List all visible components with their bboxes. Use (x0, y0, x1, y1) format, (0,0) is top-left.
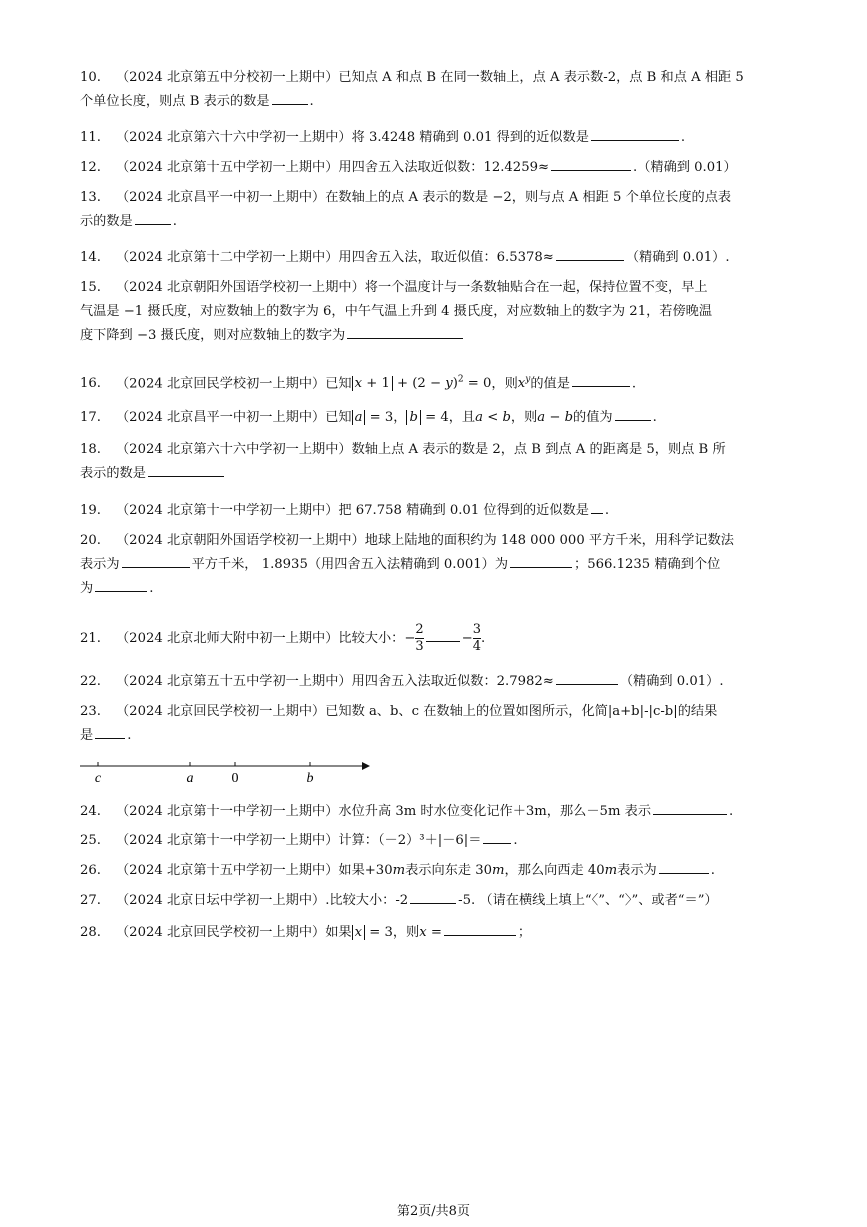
answer-blank[interactable] (591, 126, 679, 141)
question-text: -5. （请在横线上填上“〈”、“〉”、或者“＝”） (458, 893, 718, 908)
question-text: 表示的数是 (80, 466, 146, 481)
question-text: 的值是 (530, 376, 570, 392)
question-text: ，且 (448, 410, 476, 425)
question-text: （2024 北京朝阳外国语学校初一上期中）地球上陆地的面积约为 148 000 000 平方千米，用科学记数法 (116, 533, 734, 548)
question-28 (80, 921, 792, 945)
page-footer: 第2页/共8页 (397, 1204, 470, 1219)
question-text: （2024 北京第五中分校初一上期中）已知点 A 和点 B 在同一数轴上，点 A 表示数-2，点 B 和点 A 相距 5 (116, 70, 744, 85)
question-text: （2024 北京回民学校初一上期中）如果 (116, 925, 352, 940)
question-end: . (680, 130, 686, 145)
question-21 (80, 622, 792, 655)
question-end: . (729, 804, 734, 819)
question-text: （2024 北京第十一中学初一上期中）水位升高 3m 时水位变化记作＋3m，那么－5m 表示 (116, 804, 652, 819)
question-text: ；566.1235 精确到个位 (574, 557, 721, 572)
question-end: . (513, 833, 518, 848)
question-text: ，那么向西走 40 (504, 863, 605, 878)
question-text: （2024 北京第十一中学初一上期中）计算：（－2）³＋|－6|＝ (116, 833, 482, 848)
fraction-neg-three-quarters: − $\frac{3}{4}$ (461, 622, 482, 654)
label-zero: 0 (231, 771, 239, 786)
math-expression: a − b (537, 410, 574, 425)
answer-blank[interactable] (615, 406, 651, 421)
answer-blank[interactable] (556, 246, 624, 261)
question-text: （2024 北京第六十六中学初一上期中）数轴上点 A 表示的数是 2，点 B 到点 A 的距离是 5，则点 B 所 (116, 442, 726, 457)
answer-blank[interactable] (272, 90, 308, 105)
question-number: 16. (80, 376, 101, 392)
answer-blank[interactable] (410, 889, 456, 904)
question-number: 21. (80, 631, 101, 646)
answer-blank[interactable] (95, 577, 147, 592)
question-text: （2024 北京日坛中学初一上期中）.比较大小：-2 (116, 893, 409, 908)
question-number: 24. (80, 804, 101, 819)
question-20 (80, 529, 792, 601)
question-number: 11. (80, 130, 101, 145)
question-text: （2024 北京北师大附中初一上期中）比较大小： (116, 631, 405, 646)
question-12 (80, 156, 792, 180)
label-a: a (186, 771, 194, 786)
question-number: 10. (80, 70, 101, 85)
question-text: （2024 北京回民学校初一上期中）已知 (116, 376, 352, 392)
question-11 (80, 126, 792, 150)
question-number: 19. (80, 503, 101, 518)
fraction-neg-two-thirds: − $\frac{2}{3}$ (404, 622, 424, 654)
question-number: 13. (80, 190, 101, 205)
question-number: 12. (80, 160, 101, 175)
question-number: 23. (80, 704, 101, 719)
question-text: （2024 北京朝阳外国语学校初一上期中）将一个温度计与一条数轴贴合在一起，保持位置不变，早上 (116, 280, 708, 295)
question-end: . (127, 728, 132, 743)
question-text: 气温是 −1 摄氏度，对应数轴上的数字为 6，中午气温上升到 4 摄氏度，对应数轴上的数字为 21，若傍晚温 (80, 304, 713, 319)
question-end: （精确到 0.01）. (625, 250, 730, 265)
answer-blank[interactable] (572, 372, 630, 387)
answer-blank[interactable] (659, 859, 709, 874)
question-end: .（精确到 0.01） (633, 160, 737, 175)
math-expression: a < b (475, 410, 511, 425)
math-expression: $x^y$ (517, 375, 531, 392)
question-number: 22. (80, 674, 101, 689)
question-10 (80, 66, 792, 114)
label-c: c (94, 771, 102, 786)
question-text: （2024 北京第五十五中学初一上期中）用四舍五入法取近似数：2.7982≈ (116, 674, 554, 689)
question-number: 27. (80, 893, 101, 908)
answer-blank[interactable] (483, 829, 511, 844)
question-text: ，则 (491, 376, 518, 392)
question-text: （2024 北京昌平一中初一上期中）已知 (116, 410, 352, 425)
question-end: . (172, 214, 177, 229)
question-text: 为 (80, 581, 94, 596)
question-text: 是 (80, 728, 94, 743)
question-text: 示的数是 (80, 214, 133, 229)
question-13 (80, 186, 792, 234)
answer-blank[interactable] (591, 499, 603, 514)
question-number: 28. (80, 925, 101, 940)
question-end: . (481, 631, 486, 646)
answer-blank[interactable] (148, 462, 224, 477)
question-text: （2024 北京第十二中学初一上期中）用四舍五入法，取近似值：6.5378≈ (116, 250, 554, 265)
question-26: 26. （2024 北京第十五中学初一上期中）如果+30m表示向东走 30m，那么向西走 40m表示为 . (80, 859, 792, 883)
question-number: 14. (80, 250, 101, 265)
answer-blank[interactable] (122, 553, 190, 568)
question-text: 度下降到 −3 摄氏度，则对应数轴上的数字为 (80, 328, 346, 343)
question-text: 表示为 (80, 557, 120, 572)
question-22 (80, 670, 792, 694)
question-24 (80, 800, 792, 824)
question-25 (80, 829, 792, 853)
question-end: . (710, 863, 715, 878)
question-text: 的值为 (573, 410, 613, 425)
question-end: . (309, 94, 314, 109)
question-number: 18. (80, 442, 101, 457)
question-23 (80, 700, 792, 748)
question-end: . (149, 581, 154, 596)
question-number: 15. (80, 280, 101, 295)
answer-blank[interactable] (426, 627, 460, 642)
arrow-right-icon (362, 762, 370, 770)
question-15 (80, 276, 792, 348)
answer-blank[interactable] (347, 324, 463, 339)
question-text: （2024 北京第十五中学初一上期中）用四舍五入法取近似数：12.4259≈ (116, 160, 550, 175)
question-end: ； (517, 925, 532, 940)
question-text: （2024 北京第十五中学初一上期中）如果+30 (116, 863, 393, 878)
question-text: 平方千米， 1.8935（用四舍五入法精确到 0.001）为 (191, 557, 509, 572)
answer-blank[interactable] (510, 553, 572, 568)
question-17 (80, 406, 792, 430)
math-expression: x = (419, 925, 442, 940)
answer-blank[interactable] (551, 156, 631, 171)
answer-blank[interactable] (95, 724, 125, 739)
question-18 (80, 438, 792, 486)
answer-blank[interactable] (135, 210, 171, 225)
answer-blank[interactable] (444, 921, 516, 936)
question-number: 17. (80, 410, 101, 425)
question-number: 25. (80, 833, 101, 848)
math-expression: $x + 1 + (2 - y)^2 = 0$ (352, 376, 492, 391)
question-end: （精确到 0.01）. (619, 674, 724, 689)
answer-blank[interactable] (653, 800, 727, 815)
question-text: ，则 (510, 410, 538, 425)
number-line-figure (80, 758, 370, 788)
question-text: 个单位长度，则点 B 表示的数是 (80, 94, 270, 109)
question-text: （2024 北京回民学校初一上期中）已知数 a、b、c 在数轴上的位置如图所示，化简|a+b|-|c-b|的结果 (116, 704, 718, 719)
question-27 (80, 889, 792, 913)
question-end: . (604, 503, 610, 518)
question-text: （2024 北京第十一中学初一上期中）把 67.758 精确到 0.01 位得到的近似数是 (116, 503, 589, 518)
question-19 (80, 499, 792, 523)
question-text: 表示向东走 30 (405, 863, 493, 878)
question-end: . (652, 410, 657, 425)
question-text: （2024 北京第六十六中学初一上期中）将 3.4248 精确到 0.01 得到的近似数是 (116, 130, 589, 145)
question-text: （2024 北京昌平一中初一上期中）在数轴上的点 A 表示的数是 −2，则与点 A 相距 5 个单位长度的点表 (116, 190, 732, 205)
question-text: ，则 (392, 925, 420, 940)
math-expression: a = 3， b = 4 (352, 410, 449, 425)
question-14 (80, 246, 792, 270)
question-number: 26. (80, 863, 101, 878)
question-text: 表示为 (617, 863, 657, 878)
question-number: 20. (80, 533, 101, 548)
label-b: b (306, 771, 314, 786)
math-expression: x = 3 (352, 925, 393, 940)
question-16 (80, 368, 792, 396)
answer-blank[interactable] (556, 670, 618, 685)
question-end: . (631, 376, 637, 392)
